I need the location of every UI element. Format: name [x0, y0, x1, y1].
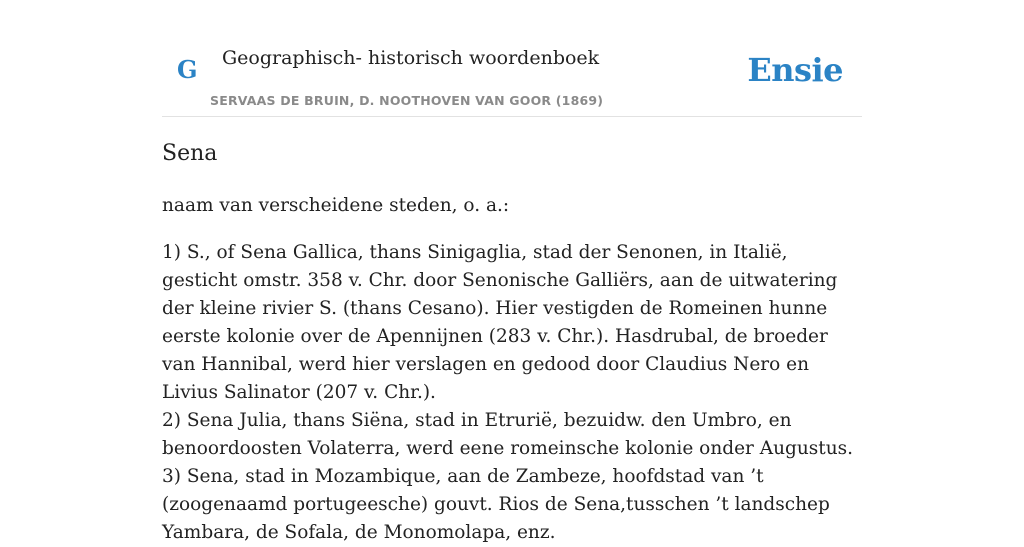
- brand-logo[interactable]: Ensie: [747, 51, 843, 89]
- book-header: [162, 0, 862, 117]
- entry-paragraph-3: 3) Sena, stad in Mozambique, aan de Zambeze, hoofdstad van ’t (zoogenaamd portugeesche) gouvt. Rios de Sena,tusschen ’t landschep Yambara, de Sofala, de Monomolapa, enz.: [162, 466, 830, 543]
- entry-paragraph-1: 1) S., of Sena Gallica, thans Sinigaglia, stad der Senonen, in Italië, gesticht omstr. 358 v. Chr. door Senonische Galliërs, aan de uitwatering der kleine rivier S. (thans Cesano). Hier vestigden de Romeinen hunne eerste kolonie over de Apennijnen (283 v. Chr.). Hasdrubal, de broeder van Hannibal, werd hier verslagen en gedood door Claudius Nero en Livius Salinator (207 v. Chr.).: [162, 242, 838, 403]
- entry-intro: naam van verscheidene steden, o. a.:: [162, 195, 510, 216]
- entry-paragraph-2: 2) Sena Julia, thans Siëna, stad in Etrurië, bezuidw. den Umbro, en benoordoosten Volaterra, werd eene romeinsche kolonie onder Augustus.: [162, 410, 853, 459]
- book-icon[interactable]: G: [177, 55, 198, 84]
- book-title-link[interactable]: Geographisch- historisch woordenboek: [222, 47, 600, 69]
- book-authors: SERVAAS DE BRUIN, D. NOOTHOVEN VAN GOOR (1869): [210, 93, 604, 108]
- entry-body: [162, 192, 867, 547]
- entry-headword: Sena: [162, 141, 218, 166]
